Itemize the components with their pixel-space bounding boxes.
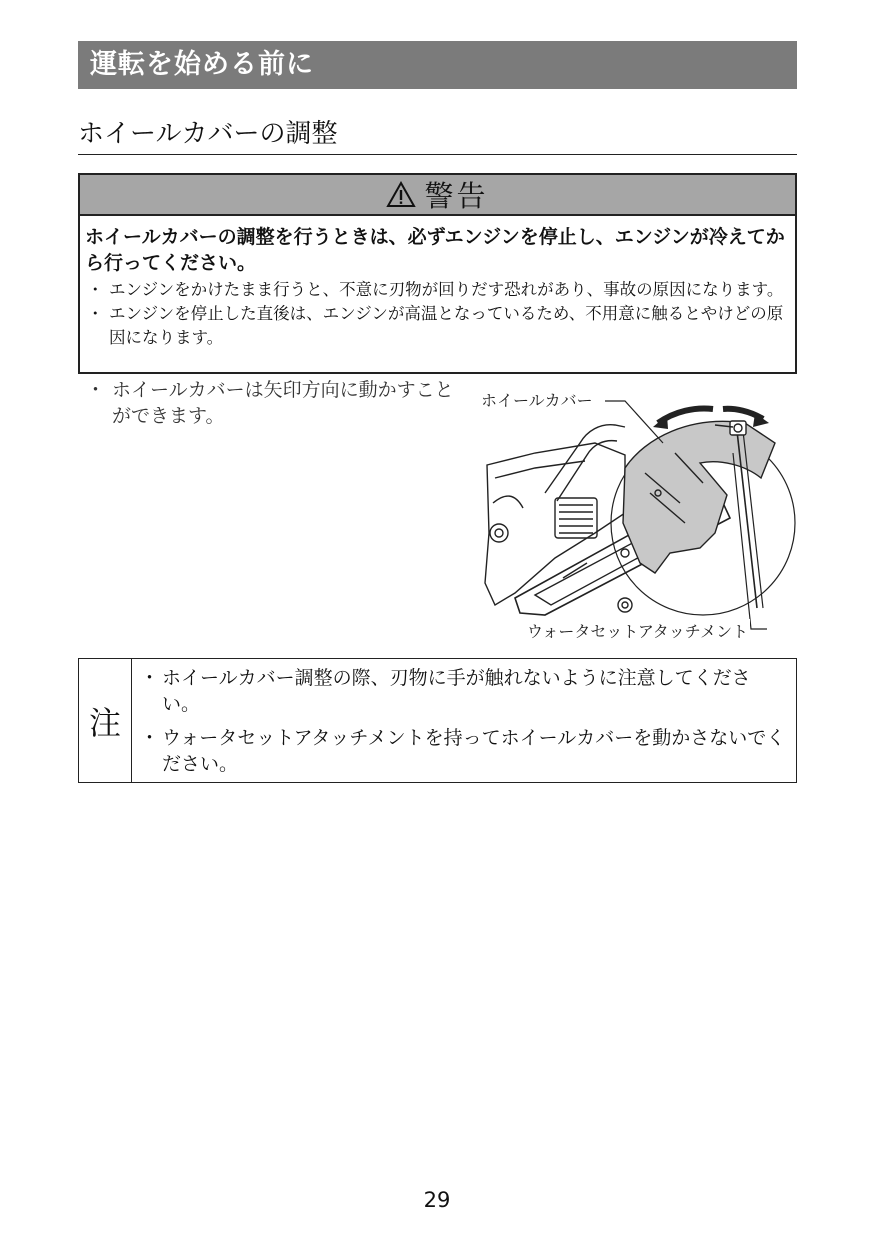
warning-body <box>80 216 795 350</box>
wheel-cover-illustration <box>475 383 797 645</box>
cutter-drawing <box>475 383 797 645</box>
warning-header <box>80 175 795 216</box>
note-label: 注 <box>79 659 132 782</box>
warning-triangle-icon <box>386 181 416 208</box>
callout-wheel-cover: ホイールカバー <box>479 388 595 411</box>
section-title: 運転を始める前に <box>90 49 314 80</box>
note-box <box>78 658 797 783</box>
warning-title: 警告 <box>424 179 489 213</box>
section-header <box>78 41 797 89</box>
page-number: 29 <box>423 1188 451 1212</box>
note-body <box>132 659 796 782</box>
note-item: ・ ウォータセットアタッチメントを持ってホイールカバーを動かさないでください。 <box>140 725 788 777</box>
warning-bullet: ・ エンジンをかけたまま行うと、不意に刃物が回りだす恐れがあり、事故の原因になります。 <box>85 278 789 302</box>
callout-water-attachment: ウォータセットアタッチメント <box>525 619 750 642</box>
note-item: ・ ホイールカバー調整の際、刃物に手が触れないように注意してください。 <box>140 665 788 717</box>
warning-bullets <box>85 278 789 350</box>
warning-main-text: ホイールカバーの調整を行うときは、必ずエンジンを停止し、エンジンが冷えてから行ってください。 <box>85 226 785 274</box>
note-list <box>140 665 788 777</box>
warning-box <box>78 173 797 374</box>
warning-bullet: ・ エンジンを停止した直後は、エンジンが高温となっているため、不用意に触るとやけどの原因になります。 <box>85 302 789 350</box>
page-subheading: ホイールカバーの調整 <box>78 116 797 155</box>
instruction-text: ・ ホイールカバーは矢印方向に動かすことができます。 <box>86 377 466 429</box>
